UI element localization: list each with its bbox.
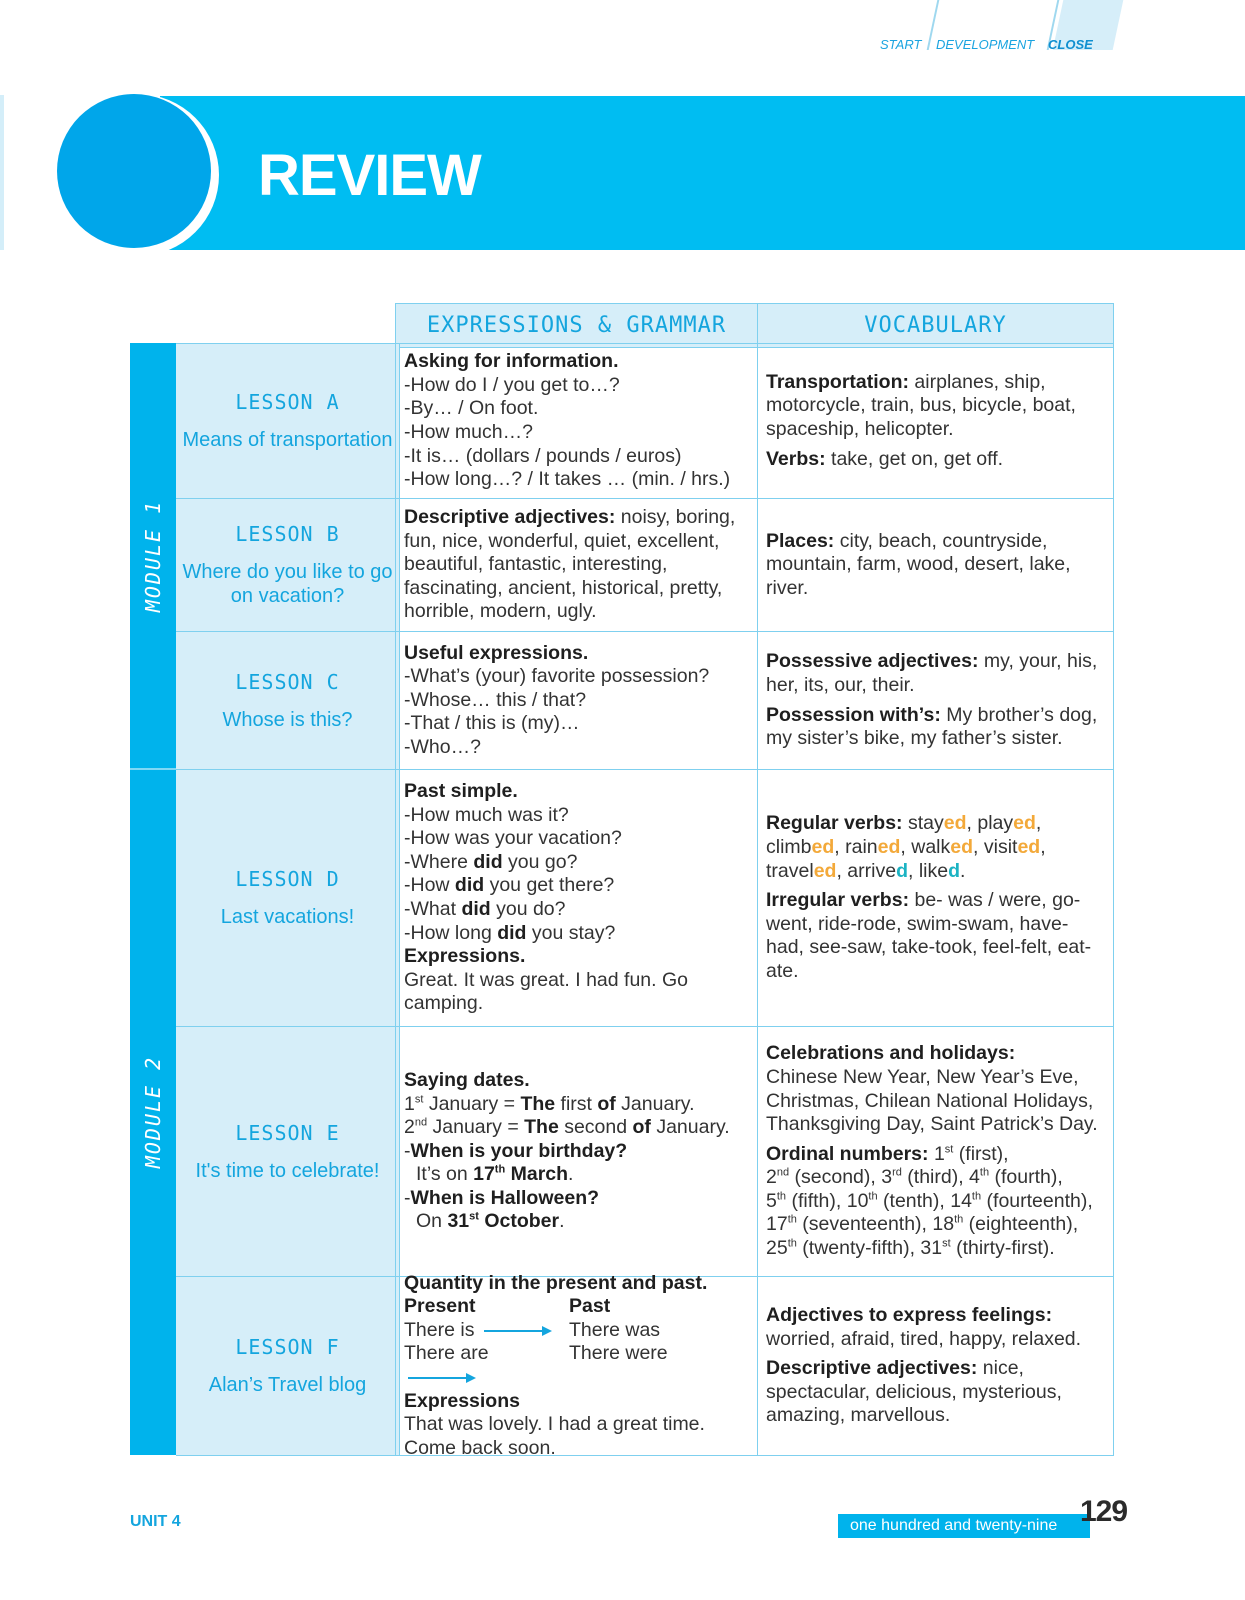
col-header-expressions: EXPRESSIONS & GRAMMAR	[395, 303, 758, 348]
expr-subheading: Expressions	[404, 1389, 520, 1412]
lesson-tag: LESSON E	[235, 1120, 340, 1145]
expr-line: -It is… (dollars / pounds / euros)	[404, 444, 682, 467]
expr-line: -Whose… this / that?	[404, 688, 587, 711]
module-2-label: MODULE 2	[141, 1055, 166, 1168]
lesson-c-expressions	[395, 631, 758, 770]
lesson-tag: LESSON D	[235, 867, 340, 891]
expr-line: -How much…?	[404, 421, 533, 443]
vocab-block: Descriptive adjectives: nice, spectacular, delicious, mysterious, amazing, marvellous.	[766, 1357, 1062, 1427]
module-1-label: MODULE 1	[141, 499, 166, 612]
vocab-block: Adjectives to express feelings: worried, afraid, tired, happy, relaxed.	[766, 1304, 1082, 1350]
expr-heading: Past simple.	[404, 780, 518, 803]
expr-subheading: Expressions.	[404, 945, 526, 968]
vocab-block: Ordinal numbers: 1st (first), 2nd (second), 3rd (third), 4th (fourth), 5th (fifth), 10th (tenth), 14th (fourteenth), 17th (seventeenth), 18th (eighteenth), 25th (twenty-fifth), 31st (thirty-first).	[766, 1142, 1093, 1260]
lesson-a-cell	[176, 343, 400, 499]
lesson-e-vocabulary	[757, 1026, 1114, 1277]
expr-line: -How long did you stay?	[404, 921, 616, 944]
expr-heading: Useful expressions.	[404, 641, 589, 664]
lesson-tag: LESSON B	[235, 522, 340, 546]
expr-line: On 31st October.	[416, 1210, 565, 1233]
nav-development[interactable]: DEVELOPMENT	[936, 37, 1035, 52]
arrow-right-icon	[408, 1373, 476, 1383]
lesson-d-expressions	[395, 769, 758, 1027]
unit-label: UNIT 4	[130, 1513, 181, 1530]
review-table	[130, 303, 1136, 1483]
expr-line: -Who…?	[404, 735, 481, 758]
expr-line: -When is your birthday?	[404, 1139, 628, 1162]
expr-line: It’s on 17th March.	[416, 1163, 574, 1186]
page-words: one hundred and twenty-nine	[838, 1514, 1090, 1538]
lesson-d-cell	[176, 769, 400, 1027]
expr-line: -That / this is (my)…	[404, 712, 580, 735]
lesson-title: Alan’s Travel blog	[208, 1374, 367, 1396]
expr-heading: Saying dates.	[404, 1068, 530, 1091]
expr-line: 1st January = The first of January.	[404, 1092, 695, 1115]
expr-line: -How much was it?	[404, 803, 569, 826]
expr-line: Great. It was great. I had fun. Go camping.	[404, 968, 688, 1015]
lesson-a-expressions	[395, 343, 758, 499]
vocab-block: Possessive adjectives: my, your, his, her, its, our, their.	[766, 650, 1098, 696]
expr-line: 2nd January = The second of January.	[404, 1116, 730, 1139]
vocab-block: Celebrations and holidays: Chinese New Year, New Year’s Eve, Christmas, Chilean National Holidays, Thanksgiving Day, Saint Patrick’s Day.	[766, 1042, 1098, 1136]
section-nav	[880, 0, 1130, 52]
lesson-title: Where do you like to go on vacation?	[182, 561, 393, 607]
lesson-title: Means of transportation	[182, 429, 393, 451]
page-number: 129	[1080, 1495, 1128, 1528]
expr-line: -By… / On foot.	[404, 397, 539, 420]
vocab-block: Regular verbs: stayed, played, climbed, rained, walked, visited, traveled, arrived, liked.	[766, 812, 1046, 882]
left-stripe	[0, 95, 4, 250]
vocab-block: Transportation: airplanes, ship, motorcycle, train, bus, bicycle, boat, spaceship, helicopter.	[766, 370, 1076, 440]
banner-circle	[57, 94, 211, 248]
expr-line: -Where did you go?	[404, 850, 578, 873]
expr-row: There is There was	[404, 1318, 661, 1341]
vocab-block: Verbs: take, get on, get off.	[766, 447, 1004, 470]
expr-line: -How do I / you get to…?	[404, 373, 620, 396]
nav-start[interactable]: START	[880, 37, 922, 52]
expr-heading: Asking for information.	[404, 350, 619, 373]
lesson-title: Whose is this?	[222, 708, 353, 731]
lesson-tag: LESSON A	[235, 390, 340, 414]
vocab-block: Possession with’s: My brother’s dog, my sister’s bike, my father’s sister.	[766, 703, 1098, 750]
expr-line: -What’s (your) favorite possession?	[404, 665, 710, 688]
lesson-b-cell	[176, 498, 400, 632]
vocab-block: Irregular verbs: be- was / were, go-went, ride-rode, swim-swam, have-had, see-saw, take-took, feel-felt, eat-ate.	[766, 889, 1092, 982]
lesson-f-vocabulary	[757, 1276, 1114, 1456]
lesson-e-expressions	[395, 1026, 758, 1277]
page-title: REVIEW	[258, 143, 481, 208]
lesson-d-vocabulary	[757, 769, 1114, 1027]
expr-block: Descriptive adjectives: noisy, boring, fun, nice, wonderful, quiet, excellent, beautiful, fantastic, interesting, fascinating, ancient, historical, pretty, horrible, modern, ugly.	[404, 506, 736, 623]
expr-columns-header: Present Past	[404, 1295, 611, 1318]
nav-close[interactable]: CLOSE	[1048, 37, 1093, 52]
lesson-f-cell	[176, 1276, 400, 1456]
lesson-tag: LESSON F	[235, 1335, 340, 1359]
lesson-f-expressions	[395, 1271, 758, 1459]
expr-line: -What did you do?	[404, 898, 566, 920]
lesson-a-vocabulary	[757, 343, 1114, 499]
lesson-tag: LESSON C	[235, 669, 340, 694]
lesson-c-vocabulary	[757, 631, 1114, 770]
lesson-e-cell	[176, 1026, 400, 1277]
lesson-b-vocabulary	[757, 498, 1114, 632]
lesson-b-expressions	[395, 498, 758, 632]
expr-line: -How did you get there?	[404, 874, 615, 897]
col-header-vocabulary: VOCABULARY	[757, 303, 1114, 348]
expr-row: There are There were	[404, 1342, 749, 1389]
expr-line: That was lovely. I had a great time. Come back soon.	[404, 1413, 705, 1459]
expr-line: -When is Halloween?	[404, 1186, 600, 1209]
expr-heading: Quantity in the present and past.	[404, 1271, 708, 1294]
expr-line: -How was your vacation?	[404, 827, 622, 850]
lesson-c-cell	[176, 631, 400, 770]
lesson-title: It's time to celebrate!	[195, 1159, 380, 1182]
expr-line: -How long…? / It takes … (min. / hrs.)	[404, 468, 731, 491]
vocab-block: Places: city, beach, countryside, mountain, farm, wood, desert, lake, river.	[766, 529, 1071, 599]
arrow-right-icon	[484, 1326, 552, 1336]
lesson-title: Last vacations!	[220, 906, 355, 928]
